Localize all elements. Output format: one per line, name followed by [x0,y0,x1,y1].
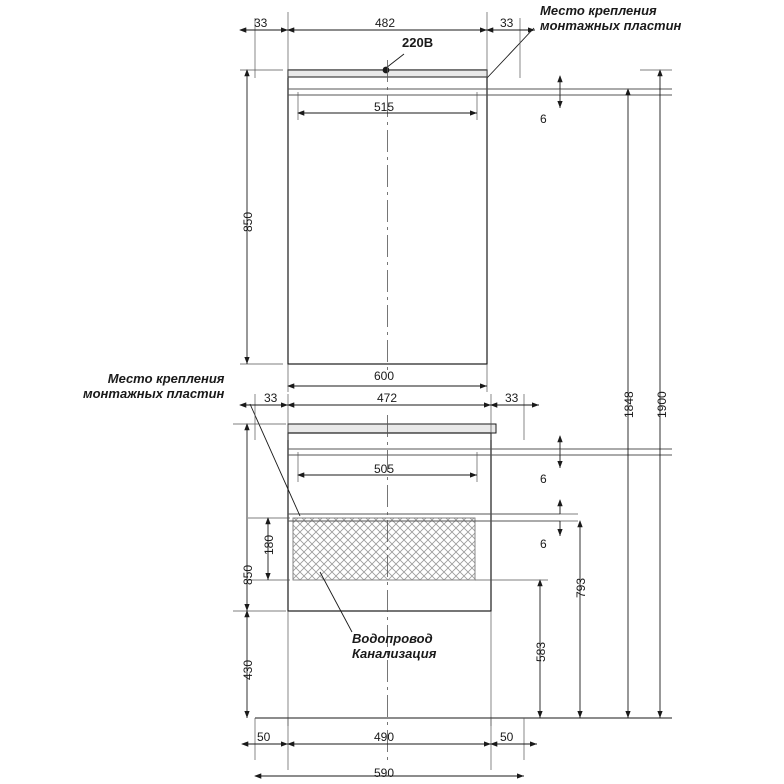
note-mount-bottom-line1: Место крепления [107,371,225,386]
dim-bottom-right-edge: 33 [505,391,519,405]
dim-top-inner-width: 482 [375,16,396,30]
note-mount-top-line1: Место крепления [540,3,657,18]
dim-foot-left: 50 [257,730,271,744]
dim-water-height: 793 [574,577,588,598]
dim-drawer-height: 180 [262,534,276,555]
dim-bottom-left-edge: 33 [264,391,278,405]
dim-top-left-edge: 33 [254,16,268,30]
note-water: Водопровод [352,631,433,646]
dim-bottom-inner-width: 472 [377,391,398,405]
dim-base-width: 490 [374,730,395,744]
dim-foot-right: 50 [500,730,514,744]
dim-total-width: 590 [374,766,395,780]
dim-top-mount-span: 515 [374,100,395,114]
dim-base-gap: 430 [241,659,255,680]
note-mount-top-line2: монтажных пластин [540,17,682,33]
note-utilities [352,632,436,662]
note-mount-bottom [83,372,224,402]
dim-top-height: 850 [241,211,255,232]
dim-bottom-mount-span: 505 [374,462,395,476]
dim-bottom-thickness-lower: 6 [540,537,547,551]
dim-overall-total: 1900 [655,391,669,418]
note-mount-bottom-line2: монтажных пластин [83,385,225,401]
dim-top-thickness: 6 [540,112,547,126]
dim-sewer-height: 583 [534,641,548,662]
note-power: 220В [402,35,434,50]
note-sewer: Канализация [352,645,437,661]
dim-top-right-edge: 33 [500,16,514,30]
dim-overall-mid: 1848 [622,391,636,418]
dim-bottom-thickness-upper: 6 [540,472,547,486]
dim-top-width: 600 [374,369,395,383]
dim-bottom-height: 850 [241,564,255,585]
note-mount-top [540,4,681,34]
